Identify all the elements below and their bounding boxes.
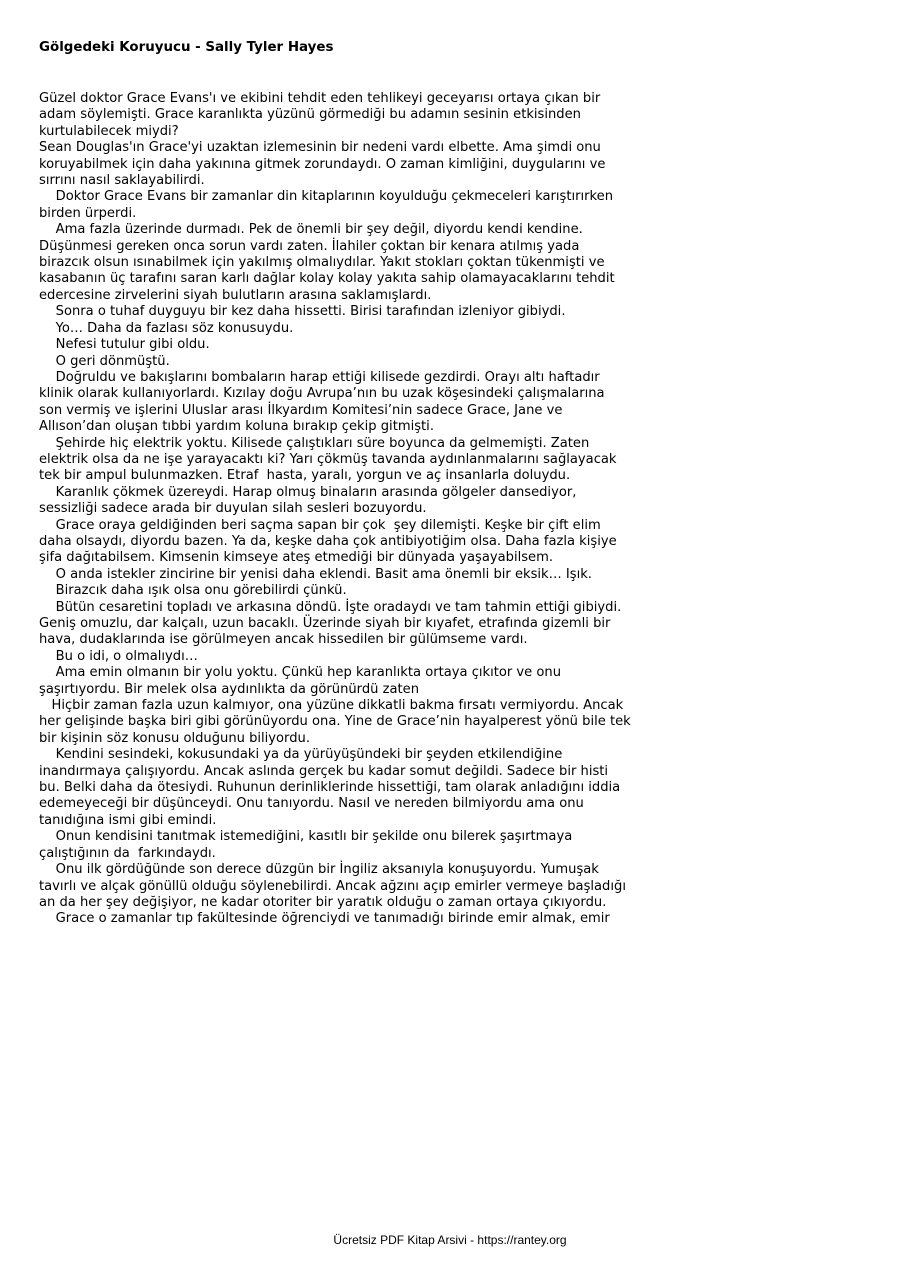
text-line: Bu o idi, o olmalıydı… <box>39 648 198 664</box>
text-line: Ama fazla üzerinde durmadı. Pek de önemli bir şey değil, diyordu kendi kendine. <box>39 222 583 238</box>
text-line: Karanlık çökmek üzereydi. Harap olmuş binaların arasında gölgeler dansediyor, <box>39 484 577 500</box>
text-line: Düşünmesi gereken onca sorun vardı zaten. İlahiler çoktan bir kenara atılmış yada <box>39 238 580 254</box>
text-line: Doğruldu ve bakışlarını bombaların harap ettiği kilisede gezdirdi. Orayı altı haftadır <box>39 369 600 385</box>
text-line: Güzel doktor Grace Evans'ı ve ekibini tehdit eden tehlikeyi geceyarısı ortaya çıkan bir <box>39 91 601 106</box>
text-line: kurtulabilecek miydi? <box>39 123 179 139</box>
text-line: Nefesi tutulur gibi oldu. <box>39 337 210 353</box>
text-line: Grace o zamanlar tıp fakültesinde öğrenciydi ve tanımadığı birinde emir almak, emir <box>39 911 610 927</box>
text-line: Yo… Daha da fazlası söz konusuydu. <box>39 320 294 336</box>
text-line: hava, dudaklarında ise görülmeyen ancak hissedilen bir gülümseme vardı. <box>39 632 528 648</box>
document-title: Gölgedeki Koruyucu - Sally Tyler Hayes <box>39 40 334 55</box>
text-line: Ama emin olmanın bir yolu yoktu. Çünkü hep karanlıkta ortaya çıkıtor ve onu <box>39 665 562 681</box>
text-line: Sean Douglas'ın Grace'yi uzaktan izlemesinin bir nedeni vardı elbette. Ama şimdi onu <box>39 140 601 156</box>
text-line: Şehirde hiç elektrik yoktu. Kilisede çalıştıkları süre boyunca da gelmemişti. Zaten <box>39 435 590 451</box>
text-line: son vermiş ve işlerini Uluslar arası İlkyardım Komitesi’nin sadece Grace, Jane ve <box>39 402 563 418</box>
text-line: Onun kendisini tanıtmak istemediğini, kasıtlı bir şekilde onu bilerek şaşırtmaya <box>39 829 573 845</box>
text-line: edemeyeceği bir düşünceydi. Onu tanıyordu. Nasıl ve nereden bilmiyordu ama onu <box>39 796 584 812</box>
text-line: Bütün cesaretini topladı ve arkasına döndü. İşte oradaydı ve tam tahmin ettiği gibiydi. <box>39 599 622 615</box>
text-line: Onu ilk gördüğünde son derece düzgün bir İngiliz aksanıyla konuşuyordu. Yumuşak <box>39 862 599 878</box>
text-line: şaşırtıyordu. Bir melek olsa aydınlıkta da görünürdü zaten <box>39 681 419 697</box>
text-line: tanıdığına ismi gibi emindi. <box>39 812 217 828</box>
text-line: Kendini sesindeki, kokusundaki ya da yürüyüşündeki bir şeyden etkilendiğine <box>39 747 563 763</box>
text-line: her gelişinde başka biri gibi görünüyordu ona. Yine de Grace’nin hayalperest yönü bile tek <box>39 714 631 730</box>
text-line: O geri dönmüştü. <box>39 353 170 369</box>
text-line: inandırmaya çalışıyordu. Ancak aslında gerçek bu kadar somut değildi. Sadece bir histi <box>39 763 609 779</box>
text-line: Geniş omuzlu, dar kalçalı, uzun bacaklı. Üzerinde siyah bir kıyafet, etrafında gizemli bir <box>39 616 611 631</box>
text-line: şifa dağıtabilsem. Kimsenin kimseye ateş etmediği bir dünyada yaşayabilsem. <box>39 550 554 566</box>
text-line: elektrik olsa da ne işe yarayacaktı ki? Yarı çökmüş tavanda aydınlanmalarını sağlayacak <box>39 451 617 467</box>
text-line: bir kişinin söz konusu olduğunu biliyordu. <box>39 730 310 746</box>
text-line: Allıson’dan oluşan tıbbi yardım koluna bırakıp çekip gitmişti. <box>39 419 434 435</box>
text-line: Sonra o tuhaf duyguyu bir kez daha hissetti. Birisi tarafından izleniyor gibiydi. <box>39 304 566 320</box>
page-footer: Ücretsiz PDF Kitap Arsivi - https://rantey.org <box>333 1233 567 1247</box>
text-line: an da her şey değişiyor, ne kadar otoriter bir yaratık olduğu o zaman ortaya çıkıyordu. <box>39 894 607 910</box>
text-line: Grace oraya geldiğinden beri saçma sapan bir çok şey dilemişti. Keşke bir çift elim <box>39 517 601 533</box>
text-line: daha olsaydı, diyordu bazen. Ya da, keşke daha çok antibiyotiğim olsa. Daha fazla kişiye <box>39 533 617 549</box>
text-line: birazcık olsun ısınabilmek için yakılmış olmalıydılar. Yakıt stokları çoktan tükenmişti ve <box>39 255 605 271</box>
text-line: koruyabilmek için daha yakınına gitmek zorundaydı. O zaman kimliğini, duygularını ve <box>39 156 606 172</box>
text-line: kasabanın üç tarafını saran karlı dağlar kolay kolay yakıta sahip olamayacaklarını tehdit <box>39 271 615 287</box>
text-line: sırrını nasıl saklayabilirdi. <box>39 173 205 189</box>
text-line: tek bir ampul bulunmazken. Etraf hasta, yaralı, yorgun ve aç insanlarla doluydu. <box>39 468 571 484</box>
text-line: edercesine zirvelerini siyah bulutların arasına saklamışlardı. <box>39 287 432 303</box>
text-line: Doktor Grace Evans bir zamanlar din kitaplarının koyulduğu çekmeceleri karıştırırken <box>39 189 614 205</box>
text-line: adam söylemişti. Grace karanlıkta yüzünü görmediği bu adamın sesinin etkisinden <box>39 107 581 123</box>
text-line: sessizliği sadece arada bir duyulan silah sesleri bozuyordu. <box>39 501 427 517</box>
text-line: tavırlı ve alçak gönüllü olduğu söylenebilirdi. Ancak ağzını açıp emirler vermeye başladığı <box>39 878 626 894</box>
text-line: çalıştığının da farkındaydı. <box>39 845 216 861</box>
text-line: Birazcık daha ışık olsa onu görebilirdi çünkü. <box>39 583 347 599</box>
document-body <box>39 91 679 928</box>
text-line: Hiçbir zaman fazla uzun kalmıyor, ona yüzüne dikkatli bakma fırsatı vermiyordu. Ancak <box>39 698 624 714</box>
text-line: O anda istekler zincirine bir yenisi daha eklendi. Basit ama önemli bir eksik… Işık. <box>39 566 592 582</box>
text-line: birden ürperdi. <box>39 205 137 221</box>
text-line: klinik olarak kullanıyorlardı. Kızılay doğu Avrupa’nın bu uzak köşesindeki çalışmalarına <box>39 386 605 402</box>
text-line: bu. Belki daha da ötesiydi. Ruhunun derinliklerinde hissettiği, tam olarak anladığını iddia <box>39 780 621 796</box>
